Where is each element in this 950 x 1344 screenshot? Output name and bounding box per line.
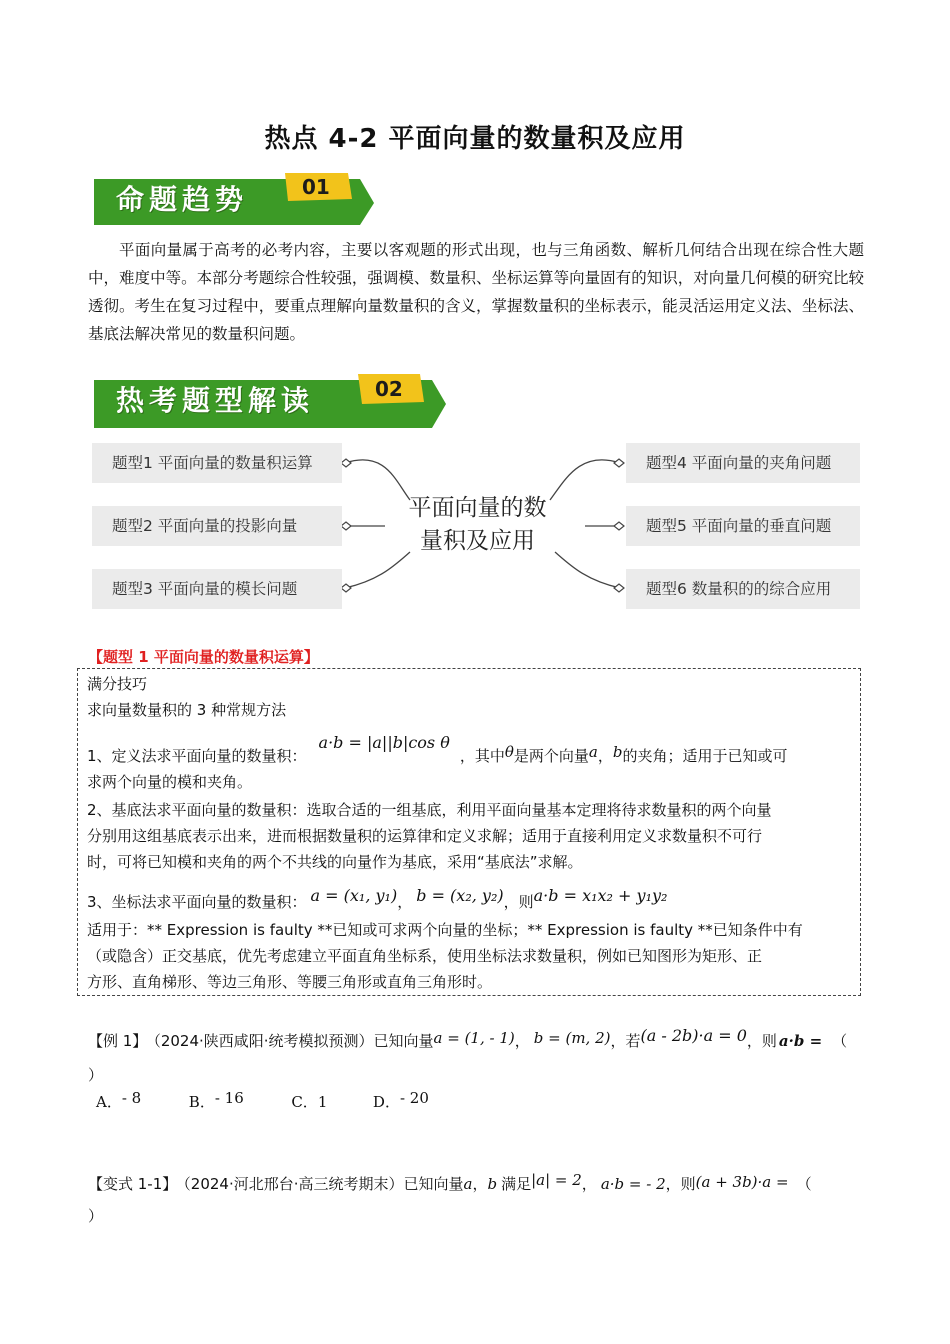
method2-line2: 分别用这组基底表示出来，进而根据数量积的运算律和定义求解；适用于直接利用定义求数量积不可行 xyxy=(87,827,763,845)
variant1-paren-close: ） xyxy=(88,1207,104,1225)
method1-line2: 求两个向量的模和夹角。 xyxy=(87,773,253,791)
method1-tail: 的夹角；适用于已知或可 xyxy=(622,747,788,765)
mindmap-node-type6: 题型6 数量积的的综合应用 xyxy=(626,569,860,609)
mindmap-center xyxy=(390,492,565,558)
tips-subtitle: 求向量数量积的 3 种常规方法 xyxy=(87,701,287,719)
method3-prefix: 3、坐标法求平面向量的数量积： xyxy=(87,893,307,911)
example1-label: 【例 1】 xyxy=(88,1032,148,1050)
option-a: A．- 8 xyxy=(96,1089,142,1111)
banner-label: 命题趋势 xyxy=(116,183,249,216)
section-banner-trend xyxy=(90,173,380,223)
section-banner-types xyxy=(90,374,450,424)
example1-comma: ， xyxy=(514,1032,530,1050)
method2-line3: 时，可将已知模和夹角的两个不共线的向量作为基底，采用“基底法”求解。 xyxy=(87,853,583,871)
variant1-cond1: |a| = 2 xyxy=(531,1171,582,1189)
mindmap-node-type4: 题型4 平面向量的夹角问题 xyxy=(626,443,860,483)
variant1-then: ，则 xyxy=(665,1175,696,1193)
tips-title: 满分技巧 xyxy=(87,675,148,693)
example1-ask: a·b = xyxy=(778,1032,823,1050)
variant1-comma2: ， xyxy=(581,1175,597,1193)
method1-mid1: ，其中 xyxy=(459,747,505,765)
method2-line1: 2、基底法求平面向量的数量积：选取合适的一组基底，利用平面向量基本定理将待求数量积的两个向量 xyxy=(87,801,772,819)
example1-paren-open: （ xyxy=(832,1032,848,1050)
method1-theta: θ xyxy=(504,743,514,761)
method1-formula: a·b = |a||b|cos θ xyxy=(318,733,450,752)
example1-vec-b: b = (m, 2) xyxy=(533,1029,611,1047)
mindmap-center-line2: 量积及应用 xyxy=(420,528,535,554)
variant1-satisfy: 满足 xyxy=(501,1175,532,1193)
apply-line3: 方形、直角梯形、等边三角形、等腰三角形或直角三角形时。 xyxy=(87,973,493,991)
method3-result: a·b = x₁x₂ + y₁y₂ xyxy=(533,886,668,905)
example1-if: ，若 xyxy=(610,1032,641,1050)
variant1-ask: (a + 3b)·a = xyxy=(695,1173,789,1191)
example1-stem xyxy=(88,1027,858,1055)
apply-line2: （或隐含）正交基底，优先考虑建立平面直角坐标系，使用坐标法求数量积，例如已知图形为矩形、正 xyxy=(87,947,763,965)
method3-vec-a: a = (x₁, y₁) xyxy=(310,886,398,905)
variant1-stem xyxy=(88,1170,858,1198)
trend-paragraph: 平面向量属于高考的必考内容，主要以客观题的形式出现，也与三角函数、解析几何结合出现在综合性大题中，难度中等。本部分考题综合性较强，强调模、数量积、坐标运算等向量固有的知识，对向量几何模的研究比较透彻。考生在复习过程中，要重点理解向量数量积的含义，掌握数量积的坐标表示，能灵活运用定义法、坐标法、基底法解决常见的数量积问题。 xyxy=(88,241,864,343)
banner-number: 01 xyxy=(302,175,330,199)
method1-mid2: 是两个向量 xyxy=(513,747,589,765)
example1-then: ，则 xyxy=(746,1032,777,1050)
example1-condition: (a - 2b)·a = 0 xyxy=(640,1026,747,1045)
method1-prefix: 1、定义法求平面向量的数量积： xyxy=(87,747,307,765)
method3-line xyxy=(87,886,855,915)
banner-label: 热考题型解读 xyxy=(116,384,315,417)
variant1-vec-b: b xyxy=(487,1175,498,1193)
example1-options xyxy=(96,1091,429,1112)
example1-source: （2024·陕西咸阳·统考模拟预测）已知向量 xyxy=(153,1032,434,1050)
banner-number: 02 xyxy=(375,377,403,401)
variant1-vec-a: a xyxy=(463,1175,473,1193)
variant1-paren-open: （ xyxy=(796,1175,812,1193)
mindmap-node-type5: 题型5 平面向量的垂直问题 xyxy=(626,506,860,546)
variant1-cond2: a·b = - 2 xyxy=(600,1175,666,1193)
mindmap-node-type1: 题型1 平面向量的数量积运算 xyxy=(92,443,342,483)
option-b: B．- 16 xyxy=(188,1089,244,1111)
example1-paren-close: ） xyxy=(88,1066,104,1084)
method1-comma: ， xyxy=(597,747,613,765)
method3-comma: ， xyxy=(397,893,413,911)
option-d: D．- 20 xyxy=(372,1089,429,1111)
page-title: 热点 4-2 平面向量的数量积及应用 xyxy=(264,124,686,154)
method1-line1 xyxy=(87,733,855,769)
apply-line1: 适用于：** Expression is faulty **已知或可求两个向量的坐标；** Expression is faulty **已知条件中有 xyxy=(87,921,803,939)
mindmap-node-type3: 题型3 平面向量的模长问题 xyxy=(92,569,342,609)
mindmap-node-type2: 题型2 平面向量的投影向量 xyxy=(92,506,342,546)
variant1-source: （2024·河北邢台·高三统考期末）已知向量 xyxy=(183,1175,464,1193)
mindmap-center-line1: 平面向量的数 xyxy=(408,495,547,521)
type1-heading: 【题型 1 平面向量的数量积运算】 xyxy=(88,648,319,666)
method3-then: ，则 xyxy=(503,893,534,911)
variant1-comma: ， xyxy=(472,1175,488,1193)
method1-a: a xyxy=(588,743,598,761)
variant1-label: 【变式 1-1】 xyxy=(88,1175,178,1193)
example1-vec-a: a = (1, - 1) xyxy=(433,1029,515,1047)
method3-vec-b: b = (x₂, y₂) xyxy=(416,886,504,905)
option-c: C．1 xyxy=(291,1093,328,1111)
method1-b: b xyxy=(612,743,623,761)
